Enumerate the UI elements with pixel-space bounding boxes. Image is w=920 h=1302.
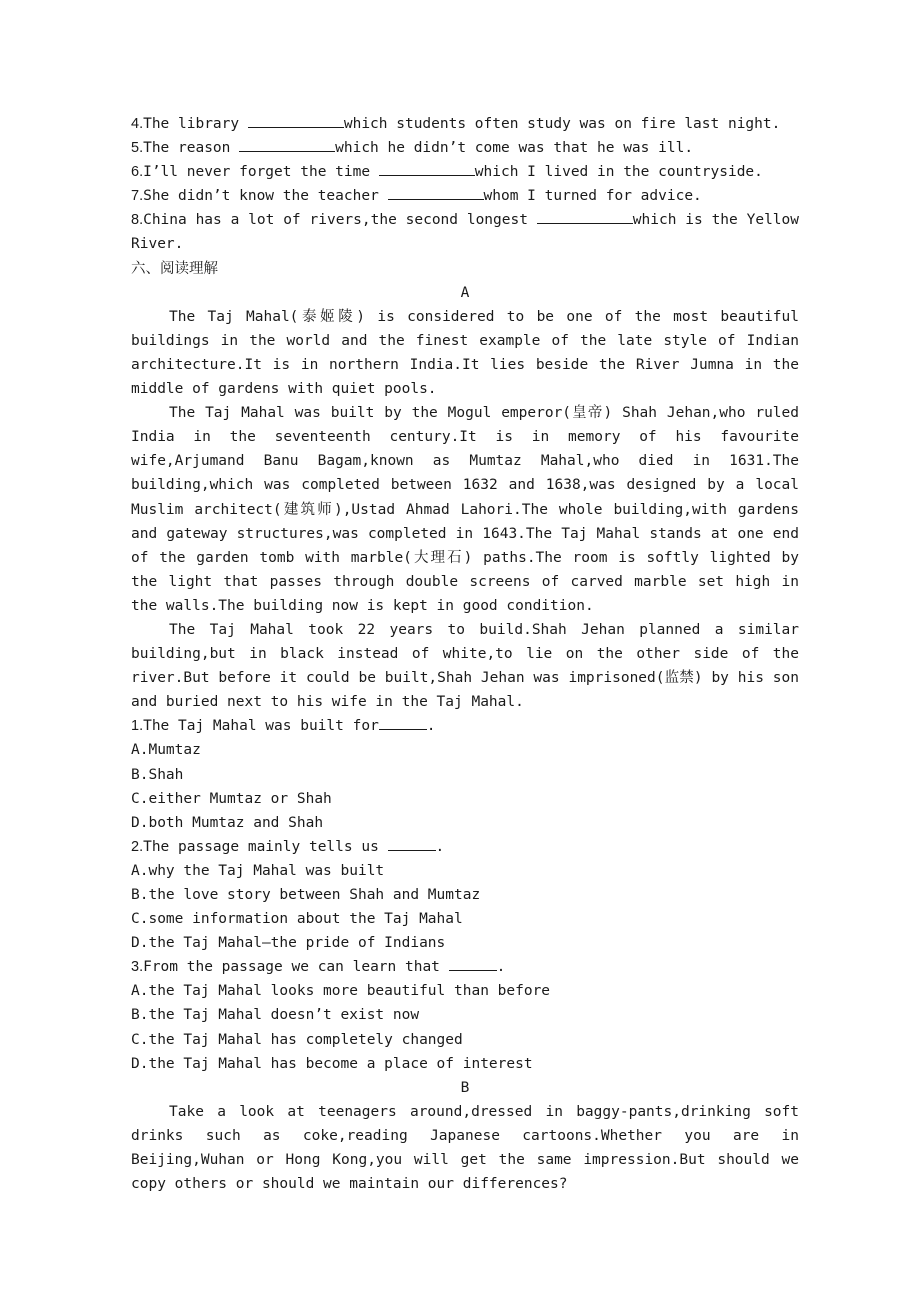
option[interactable]: B.Shah <box>131 766 184 783</box>
passage-paragraph: The Taj Mahal(泰姬陵) is considered to be one of the most beautiful buildings in the world and the finest example of the late style of Indian architecture.It is in northern India.It lies beside the River Jumna in the middle of gardens with quiet pools. <box>131 308 799 398</box>
option[interactable]: B.the Taj Mahal doesn’t exist now <box>131 1007 420 1024</box>
answer-blank[interactable] <box>449 956 497 971</box>
passage-paragraph: The Taj Mahal took 22 years to build.Shah Jehan planned a similar building,but in black instead of white,to lie on the other side of the river.But before it could be built,Shah Jehan was imprisoned(监禁) by his son and buried next to his wife in the Taj Mahal. <box>131 621 799 711</box>
question: 1.The Taj Mahal was built for . A.Mumtaz B.Shah C.either Mumtaz or Shah D.both Mumtaz and Shah <box>131 714 799 834</box>
option[interactable]: A.why the Taj Mahal was built <box>131 862 385 879</box>
option[interactable]: D.the Taj Mahal has become a place of interest <box>131 1055 533 1072</box>
fill-blank-item: 5.The reason which he didn’t come was that he was ill. <box>131 136 799 160</box>
fill-blank-item: 6.I’ll never forget the time which I lived in the countryside. <box>131 160 799 184</box>
answer-blank[interactable] <box>388 185 484 200</box>
fill-blank-item: 8.China has a lot of rivers,the second longest which is the Yellow River. <box>131 208 799 256</box>
answer-blank[interactable] <box>388 836 436 851</box>
passage-a-label: A <box>460 284 470 301</box>
option[interactable]: D.both Mumtaz and Shah <box>131 814 324 831</box>
question-stem: The passage mainly tells us <box>143 838 388 855</box>
option[interactable]: C.the Taj Mahal has completely changed <box>131 1031 463 1048</box>
answer-blank[interactable] <box>379 161 475 176</box>
option[interactable]: A.Mumtaz <box>131 742 201 759</box>
answer-blank[interactable] <box>239 137 335 152</box>
option[interactable]: C.some information about the Taj Mahal <box>131 911 463 928</box>
option[interactable]: B.the love story between Shah and Mumtaz <box>131 887 481 903</box>
section-title: 六、阅读理解 <box>131 260 218 277</box>
passage-paragraph: Take a look at teenagers around,dressed in baggy-pants,drinking soft drinks such as coke,reading Japanese cartoons.Whether you are in Beijing,Wuhan or Hong Kong,you will get the same impression.But should we copy others or should we maintain our differences? <box>131 1103 799 1193</box>
fill-blank-item: 4.The library which students often study was on fire last night. <box>131 112 799 136</box>
passage-b-label: B <box>460 1079 470 1096</box>
answer-blank[interactable] <box>379 715 427 730</box>
passage-paragraph: The Taj Mahal was built by the Mogul emperor(皇帝) Shah Jehan,who ruled India in the seventeenth century.It is in memory of his favourite wife,Arjumand Banu Bagam,known as Mumtaz Mahal,who died in 1631.The building,which was completed between 1632 and 1638,was designed by a local Muslim architect(建筑师),Ustad Ahmad Lahori.The whole building,with gardens and gateway structures,was completed in 1643.The Taj Mahal stands at one end of the garden tomb with marble(大理石) paths.The room is softly lighted by the light that passes through double screens of carved marble set high in the walls.The building now is kept in good condition. <box>131 405 799 614</box>
question: 3.From the passage we can learn that . A.the Taj Mahal looks more beautiful than before B.the Taj Mahal doesn’t exist now C.the Taj Mahal has completely changed D.the Taj Mahal has become a place of interest <box>131 955 799 1075</box>
question: 2.The passage mainly tells us . A.why the Taj Mahal was built B.the love story between Shah and Mumtaz C.some information about the Taj Mahal D.the Taj Mahal—the pride of Indians <box>131 835 799 955</box>
answer-blank[interactable] <box>537 209 633 224</box>
option[interactable]: A.the Taj Mahal looks more beautiful than before <box>131 983 551 1000</box>
answer-blank[interactable] <box>248 113 344 128</box>
fill-blank-list <box>131 112 799 257</box>
document-page <box>131 112 799 1196</box>
question-stem: The Taj Mahal was built for <box>143 718 379 735</box>
option[interactable]: C.either Mumtaz or Shah <box>131 790 332 807</box>
fill-blank-item: 7.She didn’t know the teacher whom I turned for advice. <box>131 184 799 208</box>
question-stem: From the passage we can learn that <box>143 959 449 976</box>
option[interactable]: D.the Taj Mahal—the pride of Indians <box>131 935 446 952</box>
